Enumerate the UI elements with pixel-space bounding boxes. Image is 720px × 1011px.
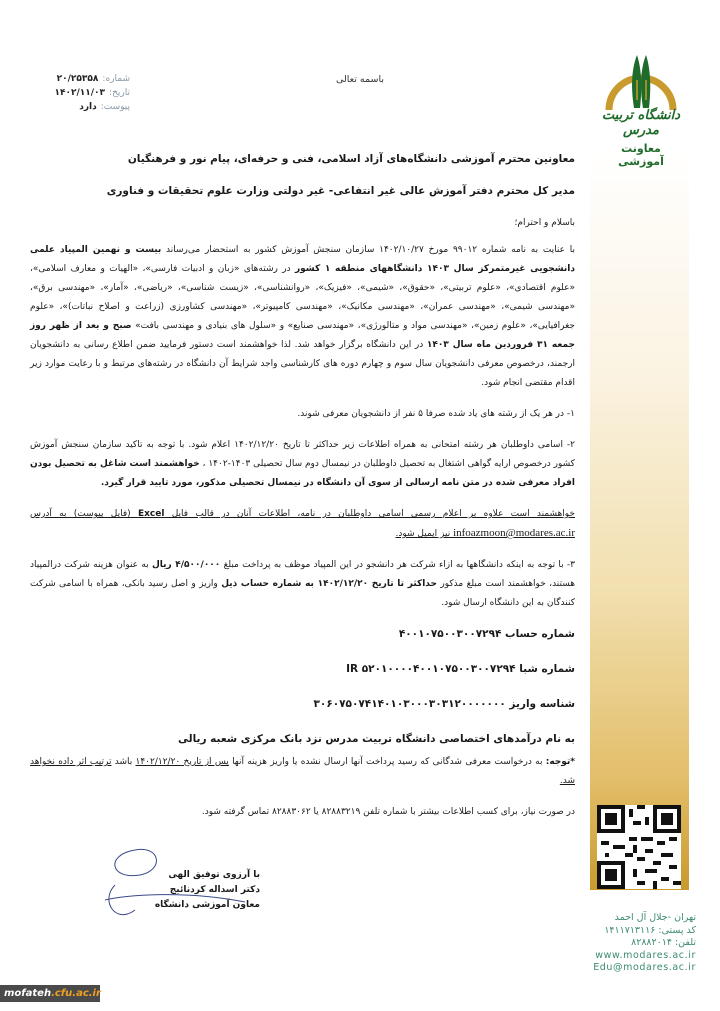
meta-value: ۱۴۰۲/۱۱/۰۳ — [54, 88, 106, 98]
item-3 — [30, 556, 575, 613]
greeting: باسلام و احترام؛ — [514, 218, 575, 228]
footer-contact — [588, 912, 696, 975]
signatory-title: معاون آموزشی دانشگاه — [154, 900, 260, 910]
text: در این دانشگاه برگزار خواهد شد. لذا خواهشمند است دستور فرمایید ضمن اطلاع رسانی به دانشجویان ارجمند، درخصوص معرفی دانشجویان سال سوم و چهارم دوره های کارشناسی واجد شرایط آن دانشگاه در رشته‌های مرتبط و با رعایت موارد زیر اقدام مقتضی انجام شود. — [30, 340, 575, 388]
text: ۳- با توجه به اینکه دانشگاهها به ازاء شرکت هر دانشجو در این المپیاد موظف به پرداخت مبلغ — [220, 560, 576, 570]
excel-label: Excel — [137, 509, 165, 519]
watermark-text: mofateh — [4, 988, 52, 999]
olympiad-title: بیست و نهمین المپیاد علمی دانشجویی غیرمتمرکز سال ۱۴۰۳ دانشگاههای منطقه ۱ کشور — [30, 245, 575, 274]
contact-info: در صورت نیاز، برای کسب اطلاعات بیشتر با شماره تلفن ۸۲۸۸۳۲۱۹ یا ۸۲۸۸۳۰۶۲ تماس گرفته شود. — [201, 807, 575, 817]
exam-date: صبح و بعد از ظهر روز جمعه ۳۱ فروردین ماه سال ۱۴۰۳ — [30, 321, 575, 350]
text: به عنوان هزینه شرکت درالمپیاد هستند، خواهشمند است مبلغ مذکور — [30, 560, 575, 589]
decorative-gold-bar — [590, 150, 689, 890]
text: باشد — [111, 757, 136, 767]
bold-text: خواهشمند است شاغل به تحصیل بودن افراد معرفی شده در متن نامه ارسالی از سوی آن دانشگاه در نیمسال تحصیلی مذکور، مورد تایید قرار گیرد. — [30, 459, 575, 488]
sheba-number: شماره شبا IR ۵۲۰۱۰۰۰۰۴۰۰۱۰۷۵۰۰۳۰۰۷۲۹۴ — [346, 663, 575, 675]
addressee-2: مدیر کل محترم دفتر آموزش عالی غیر انتفاعی- غیر دولتی وزارت علوم تحقیقات و فناوری — [106, 185, 575, 197]
deadline: حداکثر تا تاریخ ۱۴۰۲/۱۲/۲۰ به شماره حساب ذیل — [221, 579, 437, 589]
meta-date — [30, 86, 130, 100]
underlined-text: ترتیب اثر داده نخواهد شد. — [30, 757, 575, 786]
letter-meta — [30, 72, 130, 114]
text: (فایل پیوست) به آدرس — [30, 509, 138, 519]
meta-attachment — [30, 100, 130, 114]
item-1: ۱- در هر یک از رشته های یاد شده صرفا ۵ نفر از دانشجویان معرفی شوند. — [297, 409, 575, 419]
footer-website-link[interactable]: www.modares.ac.ir — [595, 949, 696, 961]
deposit-id: شناسه واریز ۳۰۶۰۷۵۰۷۴۱۴۰۱۰۳۰۰۰۳۰۳۱۲۰۰۰۰۰۰۰ — [313, 698, 575, 710]
footer-address: تهران -جلال آل احمد — [614, 912, 696, 923]
excel-note — [30, 505, 575, 544]
meta-label: پیوست: — [100, 102, 130, 112]
text: ۲- اسامی داوطلبان هر رشته امتحانی به همراه اطلاعات زیر حداکثر تا تاریخ ۱۴۰۲/۱۲/۲۰ اعلام شود. با توجه به تاکید سازمان سنجش آموزش کشور درخصوص ارایه گواهی اشتغال به تحصیل داوطلبان در نیمسال دوم سال تحصیلی ۱۴۰۳-۱۴۰۲ ، — [30, 440, 576, 469]
university-name: دانشگاه تربیت مدرس — [601, 108, 681, 138]
text: در رشته‌های «زبان و ادبیات فارسی»، «الهیات و معارف اسلامی»، «علوم اقتصادی»، «علوم تربیتی»، «حقوق»، «شیمی»، «فیزیک»، «روانشناسی»، «زیست شناسی»، «ریاضی»، «آمار»، «مهندسی برق»، «مهندسی شیمی»، «مهندسی عمران»، «مهندسی مکانیک»، «مهندسی کامپیوتر»، «مهندسی کشاورزی (زراعت و اصلاح نباتات)»، «علوم جغرافیایی»، «علوم زمین»، «مهندسی مواد و متالورژی»، «مهندسی صنایع» و «سلول های بنیادی و مهندسی بافت» — [30, 264, 575, 331]
signatory-name: دکتر اسداله کردنائیج — [169, 885, 260, 895]
addressee-1: معاونین محترم آموزشی دانشگاه‌های آزاد اسلامی، فنی و حرفه‌ای، پیام نور و فرهنگیان — [127, 153, 575, 165]
footer-postal-code: کد پستی: ۱۴۱۱۷۱۳۱۱۶ — [604, 924, 696, 936]
letter-body — [30, 150, 575, 834]
meta-value: دارد — [79, 102, 97, 112]
meta-value: ۲۰/۲۵۳۵۸ — [56, 74, 99, 84]
cypress-trees-icon — [601, 50, 681, 112]
email-link[interactable]: infoazmoon@modares.ac.ir — [453, 527, 575, 539]
university-logo — [597, 50, 685, 168]
text: واریز و اصل رسید بانکی، همراه با اسامی شرکت کنندگان به این دانشگاه ارسال شود. — [30, 579, 575, 608]
underlined-text: پس از تاریخ ۱۴۰۲/۱۲/۲۰ — [135, 757, 229, 767]
bismillah-heading: باسمه تعالی — [335, 74, 385, 85]
account-number: شماره حساب ۴۰۰۱۰۷۵۰۰۳۰۰۷۲۹۴ — [398, 628, 575, 640]
text: خواهشمند است علاوه بر اعلام رسمی اسامی داوطلبان در نامه، اطلاعات آنان در قالب فایل — [164, 509, 575, 519]
meta-label: تاریخ: — [109, 88, 130, 98]
text: با عنایت به نامه شماره ۹۹۰۱۲ مورخ ۱۴۰۲/۱۰/۲۷ سازمان سنجش آموزش کشور به استحضار می‌رساند — [161, 245, 576, 255]
watermark — [0, 985, 100, 1002]
text: نیز ایمیل شود. — [395, 529, 454, 539]
qr-code-icon — [597, 805, 681, 889]
notice — [30, 753, 575, 791]
account-holder: به نام درآمدهای اختصاصی دانشگاه تربیت مدرس نزد بانک مرکزی شعبه ریالی — [178, 733, 575, 745]
signature-block — [140, 868, 260, 913]
meta-number — [30, 72, 130, 86]
watermark-domain: .cfu.ac.ir — [51, 988, 101, 999]
intro-paragraph — [30, 241, 575, 393]
footer-phone: تلفن: ۸۲۸۸۲۰۱۴ — [631, 937, 696, 948]
department-name: معاونت آموزشی — [618, 142, 664, 168]
text: به درخواست معرفی شدگانی که رسید پرداخت آنها ارسال نشده یا واریز هزینه آنها — [228, 757, 546, 767]
notice-label: *توجه: — [545, 757, 575, 767]
fee-amount: ۴/۵۰۰/۰۰۰ ریال — [151, 560, 221, 570]
signature-line: با آرزوی توفیق الهی — [168, 870, 260, 880]
meta-label: شماره: — [102, 74, 130, 84]
footer-email-link[interactable]: Edu@modares.ac.ir — [593, 962, 696, 973]
item-2 — [30, 436, 575, 493]
